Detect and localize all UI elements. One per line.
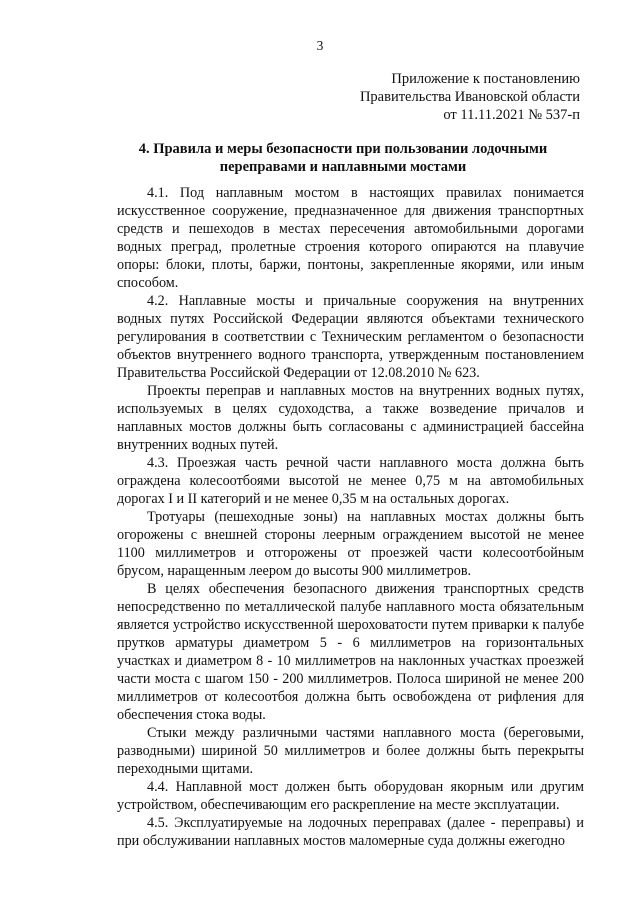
appendix-header (360, 70, 580, 124)
section-title (108, 140, 578, 176)
paragraph-4-1: 4.1. Под наплавным мостом в настоящих правилах понимается искусственное сооружение, предназначенное для движения транспортных средств и пешеходов в местах пересечения автомобильными дорогами водных преград, пролетные строения которого опираются на плавучие опоры: блоки, плоты, баржи, понтоны, закрепленные якорями, или иным способом. (117, 185, 584, 291)
paragraph-sidewalks: Тротуары (пешеходные зоны) на наплавных мостах должны быть огорожены с внешней стороны леерным ограждением высотой не менее 1100 миллиметров и отгорожены от проезжей части колесоотбойным брусом, наращенным леером до высоты 900 миллиметров. (117, 509, 584, 579)
paragraph-4-2: 4.2. Наплавные мосты и причальные сооружения на внутренних водных путях Российской Федерации являются объектами технического регулирования в соответствии с Техническим регламентом о безопасности объектов внутреннего водного транспорта, утвержденным постановлением Правительства Российской Федерации от 12.08.2010 № 623. (117, 293, 584, 381)
paragraph-roughness: В целях обеспечения безопасного движения транспортных средств непосредственно по металлической палубе наплавного моста обязательным является устройство искусственной шероховатости путем приварки к палубе прутков арматуры диаметром 5 - 6 миллиметров на горизонтальных участках и диаметром 8 - 10 миллиметров на наклонных участках проезжей части моста с шагом 150 - 200 миллиметров. Полоса шириной не менее 200 миллиметров от колесоотбоя должна быть освобождена от рифления для обеспечения стока воды. (117, 581, 584, 723)
paragraph-4-5: 4.5. Эксплуатируемые на лодочных переправах (далее - переправы) и при обслуживании наплавных мостов маломерные суда должны ежегодно (117, 815, 584, 849)
paragraph-4-3: 4.3. Проезжая часть речной части наплавного моста должна быть ограждена колесоотбоями высотой не менее 0,75 м на автомобильных дорогах I и II категорий и не менее 0,35 м на остальных дорогах. (117, 455, 584, 507)
document-body (117, 184, 584, 850)
paragraph-projects: Проекты переправ и наплавных мостов на внутренних водных путях, используемых в целях судоходства, а также возведение причалов и наплавных мостов должны быть согласованы с администрацией бассейна внутренних водных путей. (117, 383, 584, 453)
section-title-line-2: переправами и наплавными мостами (219, 159, 467, 175)
section-title-line-1: 4. Правила и меры безопасности при пользовании лодочными (138, 141, 548, 157)
appendix-line-1: Приложение к постановлению (391, 71, 580, 87)
page-number: 3 (316, 38, 324, 53)
paragraph-joints: Стыки между различными частями наплавного моста (береговыми, разводными) шириной 50 миллиметров и более должны быть перекрыты переходными щитами. (117, 725, 584, 777)
appendix-line-3: от 11.11.2021 № 537-п (443, 107, 580, 123)
paragraph-4-4: 4.4. Наплавной мост должен быть оборудован якорным или другим устройством, обеспечивающим его раскрепление на месте эксплуатации. (117, 779, 584, 813)
appendix-line-2: Правительства Ивановской области (359, 89, 580, 105)
